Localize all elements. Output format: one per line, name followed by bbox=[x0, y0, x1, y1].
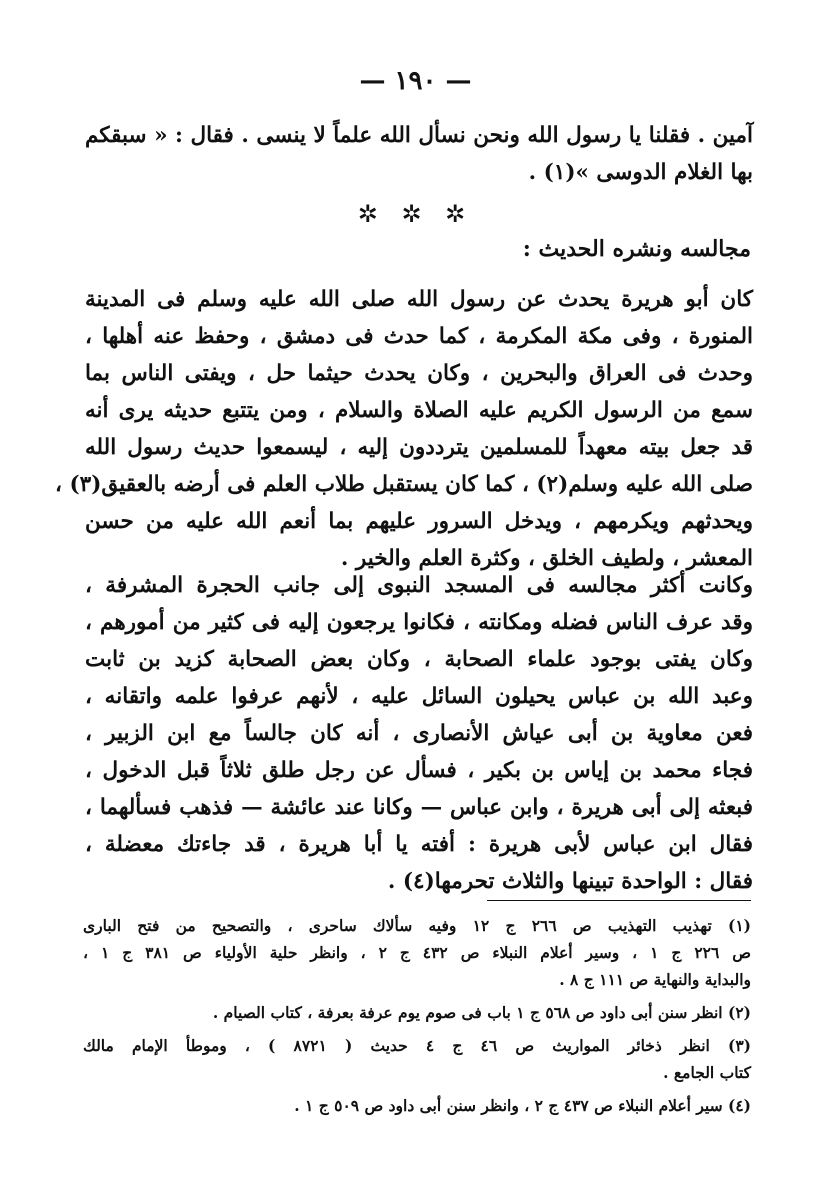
paragraph-intro bbox=[85, 117, 753, 191]
footnote-2 bbox=[83, 999, 751, 1026]
text-line: فقال : الواحدة تبينها والثلاث تحرمها(٤) . bbox=[387, 869, 753, 894]
footnote-line: (٣) انظر ذخائر المواريث ص ٤٦ ج ٤ حديث ( ٨٧٢١ ) ، وموطأ الإمام مالك bbox=[83, 1036, 751, 1055]
text-line: وحدث فى العراق والبحرين ، وكان يحدث حيثما حل ، ويفتى الناس بما bbox=[85, 361, 753, 386]
text-line: صلى الله عليه وسلم(٢) ، كما كان يستقبل طلاب العلم فى أرضه بالعقيق(٣) ، bbox=[55, 472, 753, 497]
footnote-line: والبداية والنهاية ص ١١١ ج ٨ . bbox=[559, 970, 751, 989]
footnote-1 bbox=[83, 912, 751, 993]
paragraph-masjid bbox=[85, 567, 753, 900]
footnote-line: (٢) انظر سنن أبى داود ص ٥٦٨ ج ١ باب فى صوم يوم عرفة بعرفة ، كتاب الصيام . bbox=[212, 1003, 751, 1022]
footnote-line: (١) تهذيب التهذيب ص ٢٦٦ ج ١٢ وفيه سألاك ساحرى ، والتصحيح من فتح البارى bbox=[83, 916, 751, 935]
text-line: المنورة ، وفى مكة المكرمة ، كما حدث فى دمشق ، وحفظ عنه أهلها ، bbox=[85, 324, 753, 349]
text-line: ويحدثهم ويكرمهم ، ويدخل السرور عليهم بما أنعم الله عليه من حسن bbox=[85, 509, 753, 534]
footnote-line: (٤) سير أعلام النبلاء ص ٤٣٧ ج ٢ ، وانظر سنن أبى داود ص ٥٠٩ ج ١ . bbox=[294, 1096, 751, 1115]
text-line: بها الغلام الدوسى »(١) . bbox=[528, 160, 753, 185]
footnote-3 bbox=[83, 1032, 751, 1086]
text-line: وكان يفتى بوجود علماء الصحابة ، وكان بعض الصحابة كزيد بن ثابت bbox=[85, 647, 753, 672]
footnotes bbox=[83, 912, 751, 1119]
text-line: المعشر ، ولطيف الخلق ، وكثرة العلم والخير . bbox=[340, 546, 753, 571]
text-line: وكانت أكثر مجالسه فى المسجد النبوى إلى جانب الحجرة المشرفة ، bbox=[85, 573, 753, 598]
text-line: قد جعل بيته معهداً للمسلمين يترددون إليه ، ليسمعوا حديث رسول الله bbox=[85, 435, 753, 460]
text-line: فبعثه إلى أبى هريرة ، وابن عباس — وكانا عند عائشة — فذهب فسألهما ، bbox=[85, 795, 753, 820]
page-number: — ١٩٠ — bbox=[359, 66, 472, 96]
text-line: وعبد الله بن عباس يحيلون السائل عليه ، لأنهم عرفوا علمه واتقانه ، bbox=[85, 684, 753, 709]
text-line: كان أبو هريرة يحدث عن رسول الله صلى الله عليه وسلم فى المدينة bbox=[85, 287, 753, 312]
text-line: فقال ابن عباس لأبى هريرة : أفته يا أبا هريرة ، قد جاءتك معضلة ، bbox=[85, 832, 753, 857]
section-separator-stars: ✲ ✲ ✲ bbox=[357, 200, 474, 228]
footnote-line: كتاب الجامع . bbox=[663, 1063, 751, 1082]
text-line: سمع من الرسول الكريم عليه الصلاة والسلام ، ومن يتتبع حديثه يرى أنه bbox=[85, 398, 753, 423]
paragraph-majalis bbox=[55, 281, 753, 577]
footnote-4 bbox=[83, 1092, 751, 1119]
text-line: فعن معاوية بن أبى عياش الأنصارى ، أنه كان جالساً مع ابن الزبير ، bbox=[85, 721, 753, 746]
footnote-divider bbox=[487, 900, 751, 901]
section-heading: مجالسه ونشره الحديث : bbox=[522, 236, 751, 262]
text-line: آمين . فقلنا يا رسول الله ونحن نسأل الله علماً لا ينسى . فقال : « سبقكم bbox=[85, 123, 753, 148]
footnote-line: ص ٢٢٦ ج ١ ، وسير أعلام النبلاء ص ٤٣٢ ج ٢ ، وانظر حلية الأولياء ص ٣٨١ ج ١ ، bbox=[83, 943, 751, 962]
text-line: وقد عرف الناس فضله ومكانته ، فكانوا يرجعون إليه فى كثير من أمورهم ، bbox=[85, 610, 753, 635]
text-line: فجاء محمد بن إياس بن بكير ، فسأل عن رجل طلق ثلاثاً قبل الدخول ، bbox=[85, 758, 753, 783]
